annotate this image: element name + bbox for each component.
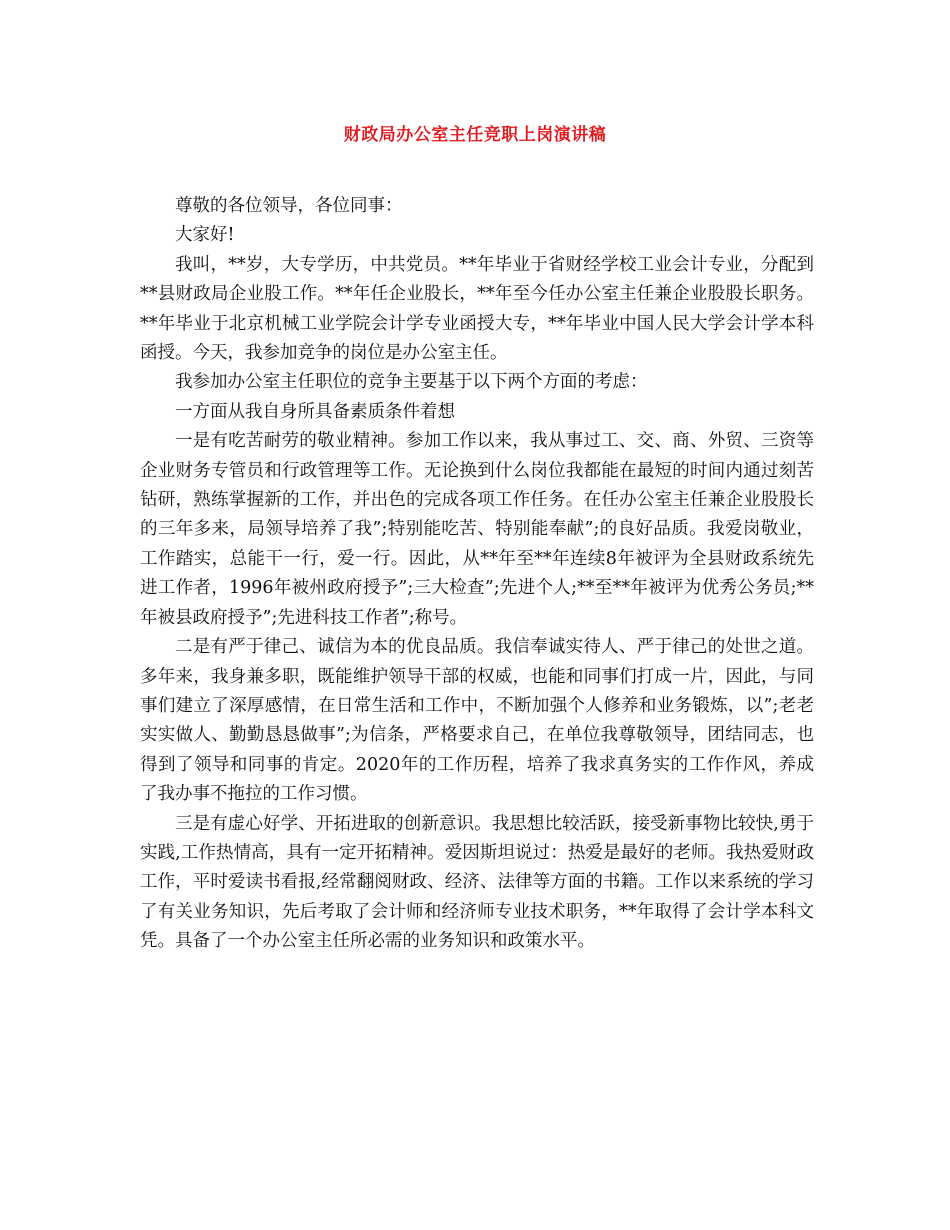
paragraph-greeting: 大家好!	[175, 225, 235, 246]
paragraph-salutation: 尊敬的各位领导，各位同事：	[175, 196, 403, 216]
paragraph-point-one: 一是有吃苦耐劳的敬业精神。参加工作以来，我从事过工、交、商、外贸、三资等企业财务专管员和行政管理等工作。无论换到什么岗位我都能在最短的时间内通过刻苦钻研，熟练掌握新的工作，并出色的完成各项工作任务。在任办公室主任兼企业股股长的三年多来，局领导培养了我”;特别能吃苦、特别能奉献”;的良好品质。我爱岗敬业，工作踏实，总能干一行，爱一行。因此，从**年至**年连续8年被评为全县财政系统先进工作者，1996年被州政府授予”;三大检查”;先进个人;**至**年被评为优秀公务员;**年被县政府授予”;先进科技工作者”;称号。	[140, 431, 814, 628]
paragraph-reasons-intro: 我参加办公室主任职位的竞争主要基于以下两个方面的考虑：	[175, 372, 648, 393]
paragraph-point-two: 二是有严于律己、诚信为本的优良品质。我信奉诚实待人、严于律己的处世之道。多年来，我身兼多职，既能维护领导干部的权威，也能和同事们打成一片，因此，与同事们建立了深厚感情，在日常生活和工作中，不断加强个人修养和业务锻炼，以”;老老实实做人、勤勤恳恳做事”;为信条，严格要求自己，在单位我尊敬领导，团结同志，也得到了领导和同事的肯定。2020年的工作历程，培养了我求真务实的工作作风，养成了我办事不拖拉的工作习惯。	[140, 637, 814, 805]
document-title: 财政局办公室主任竞职上岗演讲稿	[343, 125, 607, 145]
document-body	[140, 192, 814, 957]
paragraph-point-three: 三是有虚心好学、开拓进取的创新意识。我思想比较活跃，接受新事物比较快,勇于实践,工作热情高，具有一定开拓精神。爱因斯坦说过：热爱是最好的老师。我热爱财政工作，平时爱读书看报,经常翻阅财政、经济、法律等方面的书籍。工作以来系统的学习了有关业务知识，先后考取了会计师和经济师专业技术职务，**年取得了会计学本科文凭。具备了一个办公室主任所必需的业务知识和政策水平。	[140, 813, 814, 952]
paragraph-section-heading: 一方面从我自身所具备素质条件着想	[175, 401, 455, 422]
paragraph-introduction: 我叫，**岁，大专学历，中共党员。**年毕业于省财经学校工业会计专业，分配到**县财政局企业股工作。**年任企业股长，**年至今任办公室主任兼企业股股长职务。**年毕业于北京机械工业学院会计学专业函授大专，**年毕业中国人民大学会计学本科函授。今天，我参加竞争的岗位是办公室主任。	[140, 254, 814, 364]
